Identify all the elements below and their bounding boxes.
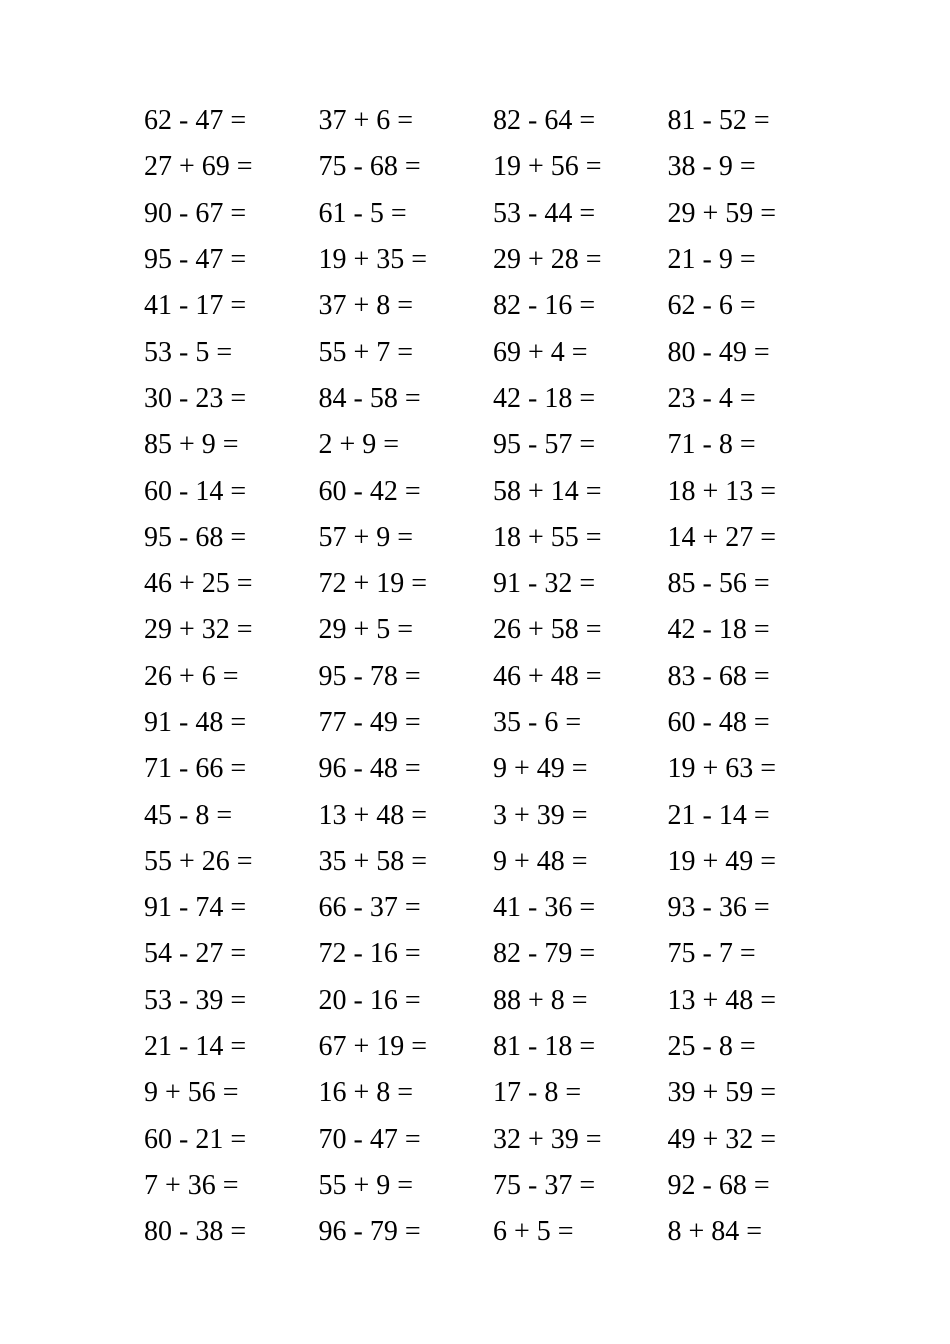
worksheet-row (144, 422, 864, 468)
math-problem: 95 - 47 = (144, 244, 247, 276)
math-problem: 20 - 16 = (318, 984, 421, 1016)
math-problem: 85 + 9 = (144, 429, 239, 461)
math-problem: 62 - 6 = (667, 290, 756, 322)
math-problem: 82 - 64 = (493, 105, 596, 137)
math-problem: 62 - 47 = (144, 105, 247, 137)
math-problem: 30 - 23 = (144, 382, 247, 414)
math-problem: 38 - 9 = (667, 151, 756, 183)
math-problem: 53 - 5 = (144, 336, 233, 368)
worksheet-row (144, 1209, 864, 1255)
math-problem: 55 + 9 = (318, 1169, 414, 1201)
math-problem: 88 + 8 = (493, 984, 588, 1016)
math-problem: 19 + 63 = (667, 753, 777, 785)
math-problem: 53 - 44 = (493, 197, 596, 229)
math-problem: 61 - 5 = (318, 197, 407, 229)
math-problem: 16 + 8 = (318, 1077, 414, 1109)
math-problem: 21 - 9 = (667, 244, 756, 276)
math-problem: 19 + 56 = (493, 151, 602, 183)
math-problem: 2 + 9 = (318, 429, 400, 461)
worksheet-row (144, 237, 864, 283)
math-problem: 67 + 19 = (318, 1031, 428, 1063)
math-problem: 49 + 32 = (667, 1123, 777, 1155)
worksheet-row (144, 144, 864, 190)
worksheet-row (144, 746, 864, 792)
math-problem: 84 - 58 = (318, 382, 421, 414)
math-problem: 72 + 19 = (318, 568, 428, 600)
arithmetic-worksheet (144, 98, 864, 1255)
math-problem: 81 - 52 = (667, 105, 770, 137)
worksheet-row (144, 839, 864, 885)
math-problem: 55 + 26 = (144, 845, 253, 877)
math-problem: 60 - 21 = (144, 1123, 247, 1155)
math-problem: 26 + 58 = (493, 614, 602, 646)
math-problem: 45 - 8 = (144, 799, 233, 831)
math-problem: 42 - 18 = (667, 614, 770, 646)
math-problem: 6 + 5 = (493, 1216, 574, 1248)
math-problem: 37 + 6 = (318, 105, 414, 137)
math-problem: 57 + 9 = (318, 521, 414, 553)
math-problem: 39 + 59 = (667, 1077, 777, 1109)
math-problem: 13 + 48 = (667, 984, 777, 1016)
math-problem: 42 - 18 = (493, 382, 596, 414)
math-problem: 93 - 36 = (667, 892, 770, 924)
math-problem: 60 - 42 = (318, 475, 421, 507)
math-problem: 46 + 25 = (144, 568, 253, 600)
math-problem: 83 - 68 = (667, 660, 770, 692)
math-problem: 7 + 36 = (144, 1169, 239, 1201)
math-problem: 95 - 57 = (493, 429, 596, 461)
math-problem: 75 - 7 = (667, 938, 756, 970)
math-problem: 90 - 67 = (144, 197, 247, 229)
worksheet-row (144, 1024, 864, 1070)
worksheet-row (144, 1070, 864, 1116)
math-problem: 41 - 17 = (144, 290, 247, 322)
math-problem: 75 - 37 = (493, 1169, 596, 1201)
math-problem: 96 - 48 = (318, 753, 421, 785)
math-problem: 13 + 48 = (318, 799, 428, 831)
math-problem: 9 + 56 = (144, 1077, 239, 1109)
worksheet-row (144, 468, 864, 514)
worksheet-row (144, 700, 864, 746)
math-problem: 9 + 48 = (493, 845, 588, 877)
math-problem: 69 + 4 = (493, 336, 588, 368)
worksheet-row (144, 931, 864, 977)
worksheet-row (144, 329, 864, 375)
worksheet-row (144, 885, 864, 931)
math-problem: 80 - 49 = (667, 336, 770, 368)
math-problem: 29 + 28 = (493, 244, 602, 276)
math-problem: 25 - 8 = (667, 1031, 756, 1063)
math-problem: 19 + 35 = (318, 244, 428, 276)
math-problem: 95 - 68 = (144, 521, 247, 553)
worksheet-row (144, 1163, 864, 1209)
math-problem: 82 - 16 = (493, 290, 596, 322)
math-problem: 70 - 47 = (318, 1123, 421, 1155)
worksheet-row (144, 515, 864, 561)
math-problem: 82 - 79 = (493, 938, 596, 970)
math-problem: 35 - 6 = (493, 707, 582, 738)
math-problem: 18 + 55 = (493, 521, 602, 553)
math-problem: 85 - 56 = (667, 568, 770, 600)
worksheet-row (144, 654, 864, 700)
math-problem: 72 - 16 = (318, 938, 421, 970)
math-problem: 91 - 32 = (493, 568, 596, 600)
math-problem: 91 - 74 = (144, 892, 247, 924)
math-problem: 21 - 14 = (667, 799, 770, 831)
math-problem: 29 + 32 = (144, 614, 253, 646)
math-problem: 71 - 66 = (144, 753, 247, 785)
math-problem: 80 - 38 = (144, 1216, 247, 1248)
math-problem: 92 - 68 = (667, 1169, 770, 1201)
math-problem: 60 - 48 = (667, 707, 770, 738)
math-problem: 60 - 14 = (144, 475, 247, 507)
math-problem: 75 - 68 = (318, 151, 421, 183)
math-problem: 17 - 8 = (493, 1077, 582, 1109)
math-problem: 27 + 69 = (144, 151, 253, 183)
math-problem: 53 - 39 = (144, 984, 247, 1016)
math-problem: 19 + 49 = (667, 845, 777, 877)
worksheet-row (144, 283, 864, 329)
math-problem: 91 - 48 = (144, 707, 247, 738)
math-problem: 37 + 8 = (318, 290, 414, 322)
math-problem: 58 + 14 = (493, 475, 602, 507)
worksheet-row (144, 376, 864, 422)
worksheet-row (144, 98, 864, 144)
worksheet-row (144, 607, 864, 653)
math-problem: 46 + 48 = (493, 660, 602, 692)
worksheet-row (144, 1117, 864, 1163)
math-problem: 77 - 49 = (318, 707, 421, 738)
worksheet-row (144, 191, 864, 237)
math-problem: 14 + 27 = (667, 521, 777, 553)
math-problem: 96 - 79 = (318, 1216, 421, 1248)
math-problem: 35 + 58 = (318, 845, 428, 877)
math-problem: 29 + 5 = (318, 614, 414, 646)
math-problem: 9 + 49 = (493, 753, 588, 785)
math-problem: 8 + 84 = (667, 1216, 763, 1248)
worksheet-row (144, 792, 864, 838)
math-problem: 3 + 39 = (493, 799, 588, 831)
math-problem: 95 - 78 = (318, 660, 421, 692)
math-problem: 18 + 13 = (667, 475, 777, 507)
math-problem: 29 + 59 = (667, 197, 777, 229)
math-problem: 23 - 4 = (667, 382, 756, 414)
math-problem: 71 - 8 = (667, 429, 756, 461)
math-problem: 32 + 39 = (493, 1123, 602, 1155)
math-problem: 41 - 36 = (493, 892, 596, 924)
math-problem: 21 - 14 = (144, 1031, 247, 1063)
worksheet-row (144, 561, 864, 607)
math-problem: 81 - 18 = (493, 1031, 596, 1063)
math-problem: 26 + 6 = (144, 660, 239, 692)
math-problem: 54 - 27 = (144, 938, 247, 970)
math-problem: 66 - 37 = (318, 892, 421, 924)
worksheet-row (144, 978, 864, 1024)
math-problem: 55 + 7 = (318, 336, 414, 368)
